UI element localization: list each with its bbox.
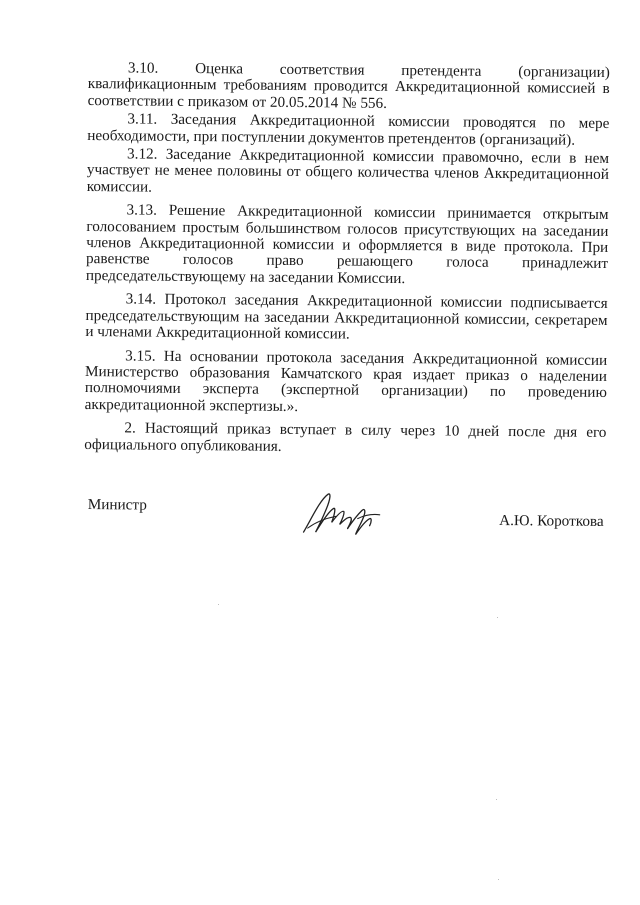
signature-block xyxy=(87,486,608,551)
scan-speck xyxy=(497,617,498,618)
handwritten-signature-icon xyxy=(297,488,388,545)
paragraph-3-12: 3.12. Заседание Аккредитационной комиссии правомочно, если в нем участвует не менее половины от общего количества членов Аккредитационной комиссии. xyxy=(86,145,610,196)
scan-speck xyxy=(496,799,497,800)
signer-title: Министр xyxy=(87,495,147,514)
signer-name: А.Ю. Короткова xyxy=(499,511,604,530)
document-body xyxy=(84,60,610,460)
paragraph-3-11: 3.11. Заседания Аккредитационной комиссии проводятся по мере необходимости, при поступлении документов претендентов (организаций). xyxy=(87,110,610,149)
paragraph-3-10: 3.10. Оценка соответствия претендента (организации) квалификационным требованиям проводится Аккредитационной комиссией в соответствии с приказом от 20.05.2014 № 556. xyxy=(87,59,610,112)
paragraph-3-15: 3.15. На основании протокола заседания Аккредитационной комиссии Министерство образования Камчатского края издает приказ о наделении полномочиями эксперта (экспертной организации) по проведению аккредитационной экспертизы.». xyxy=(84,346,608,415)
paragraph-2-effective-date: 2. Настоящий приказ вступает в силу через 10 дней после дня его официального опубликования. xyxy=(84,419,607,455)
scan-speck xyxy=(498,879,499,880)
paragraph-3-14: 3.14. Протокол заседания Аккредитационной комиссии подписывается председательствующим на заседании Аккредитационной комиссии, секретарем и членами Аккредитационной комиссии. xyxy=(85,290,608,343)
paragraph-3-13: 3.13. Решение Аккредитационной комиссии принимается открытым голосованием простым большинством голосов присутствующих на заседании членов Аккредитационной комиссии и оформляется в виде протокола. При равенстве голосов право решающего голоса принадлежит председательствующему на заседании Комиссии. xyxy=(85,201,609,287)
scan-speck xyxy=(218,604,219,605)
